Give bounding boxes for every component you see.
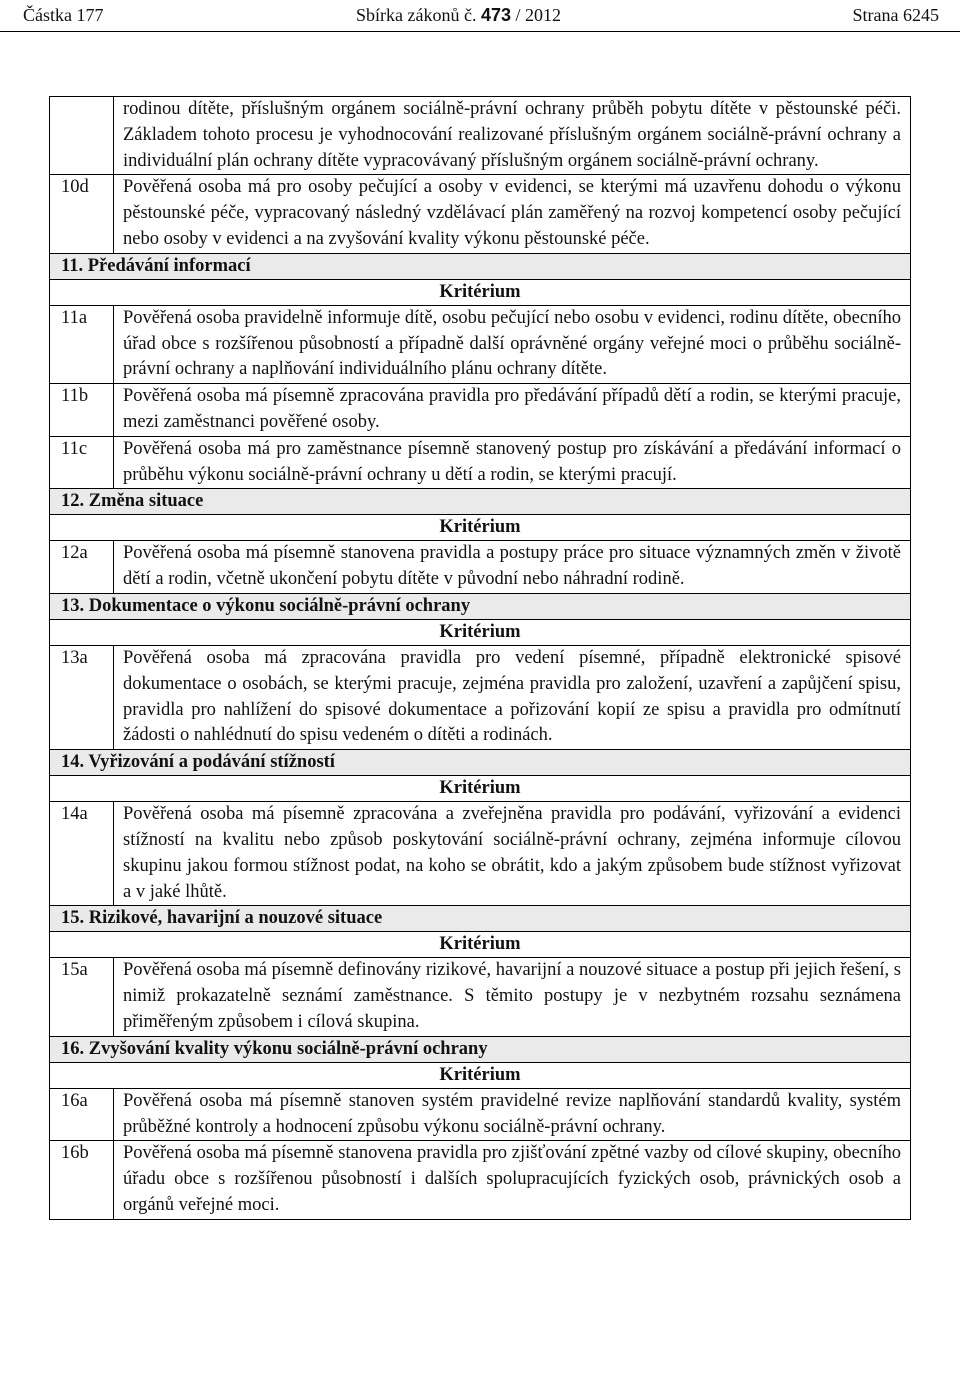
criterion-text: rodinou dítěte, příslušným orgánem sociálně-právní ochrany průběh pobytu dítěte v pěstounské péči. Základem tohoto procesu je vyhodnocování realizované příslušným orgánem sociálně-právní ochrany a individuální plán ochrany dítěte vypracovávaný příslušným orgánem sociálně-právní ochrany. [114, 97, 911, 175]
page-header [0, 0, 960, 32]
criterion-code: 11b [50, 384, 114, 437]
criterion-header-row [50, 776, 911, 802]
section-heading-row [50, 1036, 911, 1062]
criterion-text: Pověřená osoba má písemně definovány rizikové, havarijní a nouzové situace a postup při jejich řešení, s nimiž prokazatelně seznámí zaměstnance. S těmito postupy je v nezbytném rozsahu seznámena přiměřeným způsobem i cílová skupina. [114, 958, 911, 1036]
criterion-code: 11c [50, 436, 114, 489]
standards-table [49, 96, 911, 1220]
criterion-label: Kritérium [50, 515, 911, 541]
criterion-label: Kritérium [50, 1062, 911, 1088]
criterion-text: Pověřená osoba má zpracována pravidla pro vedení písemné, případně elektronické spisové dokumentace o osobách, se kterými pracuje, zejména pravidla pro založení, uzavření a zapůjčení spisu, pravidla pro nahlížení do spisové dokumentace a pořizování kopií ze spisu a pravidla pro odmítnutí žádosti o nahlédnutí do spisu vedeném o dítěti a rodinách. [114, 645, 911, 749]
header-collection-prefix: Sbírka zákonů č. [356, 5, 477, 25]
section-title: 14. Vyřizování a podávání stížností [50, 750, 911, 776]
criterion-code: 12a [50, 541, 114, 594]
criterion-header-row [50, 515, 911, 541]
criterion-code: 16a [50, 1088, 114, 1141]
criterion-code: 15a [50, 958, 114, 1036]
section-heading-row [50, 906, 911, 932]
section-heading-row [50, 593, 911, 619]
criterion-text: Pověřená osoba má písemně stanovena pravidla pro zjišťování zpětné vazby od cílové skupiny, obecního úřadu obce s rozšířenou působností i dalších spolupracujících fyzických osob, právnických osob a orgánů veřejné moci. [114, 1141, 911, 1219]
criterion-text: Pověřená osoba má písemně stanoven systém pravidelné revize naplňování standardů kvality, systém průběžné kontroly a hodnocení způsobu výkonu sociálně-právní ochrany. [114, 1088, 911, 1141]
section-title: 15. Rizikové, havarijní a nouzové situace [50, 906, 911, 932]
section-title: 11. Předávání informací [50, 253, 911, 279]
table-row [50, 305, 911, 383]
criterion-label: Kritérium [50, 279, 911, 305]
criterion-code-cell [50, 97, 114, 175]
criterion-label: Kritérium [50, 619, 911, 645]
criterion-text: Pověřená osoba má písemně zpracována a zveřejněna pravidla pro podávání, vyřizování a evidenci stížností na kvalitu nebo způsob poskytování sociálně-právní ochrany, zejména informuje cílovou skupinu jakou formou stížnost podat, na koho se obrátit, kdo a jakým způsobem bude stížnost vyřizovat a v jaké lhůtě. [114, 802, 911, 906]
table-row [50, 1141, 911, 1219]
criterion-label: Kritérium [50, 932, 911, 958]
criterion-text: Pověřená osoba má písemně zpracována pravidla pro předávání případů dětí a rodin, se kterými pracuje, mezi zaměstnanci pověřené osoby. [114, 384, 911, 437]
criterion-header-row [50, 932, 911, 958]
header-number: 473 [480, 5, 512, 25]
criterion-code: 14a [50, 802, 114, 906]
table-row [50, 175, 911, 253]
table-row [50, 802, 911, 906]
table-row [50, 645, 911, 749]
criterion-header-row [50, 619, 911, 645]
criterion-text: Pověřená osoba má pro zaměstnance písemně stanovený postup pro získávání a předávání informací o průběhu výkonu sociálně-právní ochrany u dětí a rodin, se kterými pracují. [114, 436, 911, 489]
header-collection [356, 5, 561, 26]
criterion-label: Kritérium [50, 776, 911, 802]
header-page-number: Strana 6245 [852, 5, 939, 25]
table-row [50, 958, 911, 1036]
table-row [50, 384, 911, 437]
criterion-code: 13a [50, 645, 114, 749]
table-row [50, 1088, 911, 1141]
section-heading-row [50, 750, 911, 776]
criterion-text: Pověřená osoba má písemně stanovena pravidla a postupy práce pro situace významných změn v životě dětí a rodin, včetně ukončení pobytu dítěte v původní nebo náhradní rodině. [114, 541, 911, 594]
criterion-text: Pověřená osoba má pro osoby pečující a osoby v evidenci, se kterými má uzavřenu dohodu o výkonu pěstounské péče, vypracovaný následný vzdělávací plán zaměřený na rozvoj kompetencí osoby pečující nebo osoby v evidenci a na zvyšování kvality výkonu pěstounské péče. [114, 175, 911, 253]
section-title: 16. Zvyšování kvality výkonu sociálně-právní ochrany [50, 1036, 911, 1062]
criterion-code: 10d [50, 175, 114, 253]
section-heading-row [50, 253, 911, 279]
header-part: Částka 177 [23, 5, 104, 25]
section-heading-row [50, 489, 911, 515]
criterion-header-row [50, 1062, 911, 1088]
table-row [50, 97, 911, 175]
table-row [50, 541, 911, 594]
header-year: / 2012 [515, 5, 562, 25]
standards-table-body [50, 97, 911, 1220]
criterion-code: 16b [50, 1141, 114, 1219]
table-row [50, 436, 911, 489]
section-title: 12. Změna situace [50, 489, 911, 515]
section-title: 13. Dokumentace o výkonu sociálně-právní ochrany [50, 593, 911, 619]
criterion-header-row [50, 279, 911, 305]
criterion-code: 11a [50, 305, 114, 383]
criterion-text: Pověřená osoba pravidelně informuje dítě, osobu pečující nebo osobu v evidenci, rodinu dítěte, obecního úřad obce s rozšířenou působností a případně další oprávněné orgány veřejné moci o průběhu sociálně-právní ochrany a naplňování individuálního plánu ochrany dítěte. [114, 305, 911, 383]
